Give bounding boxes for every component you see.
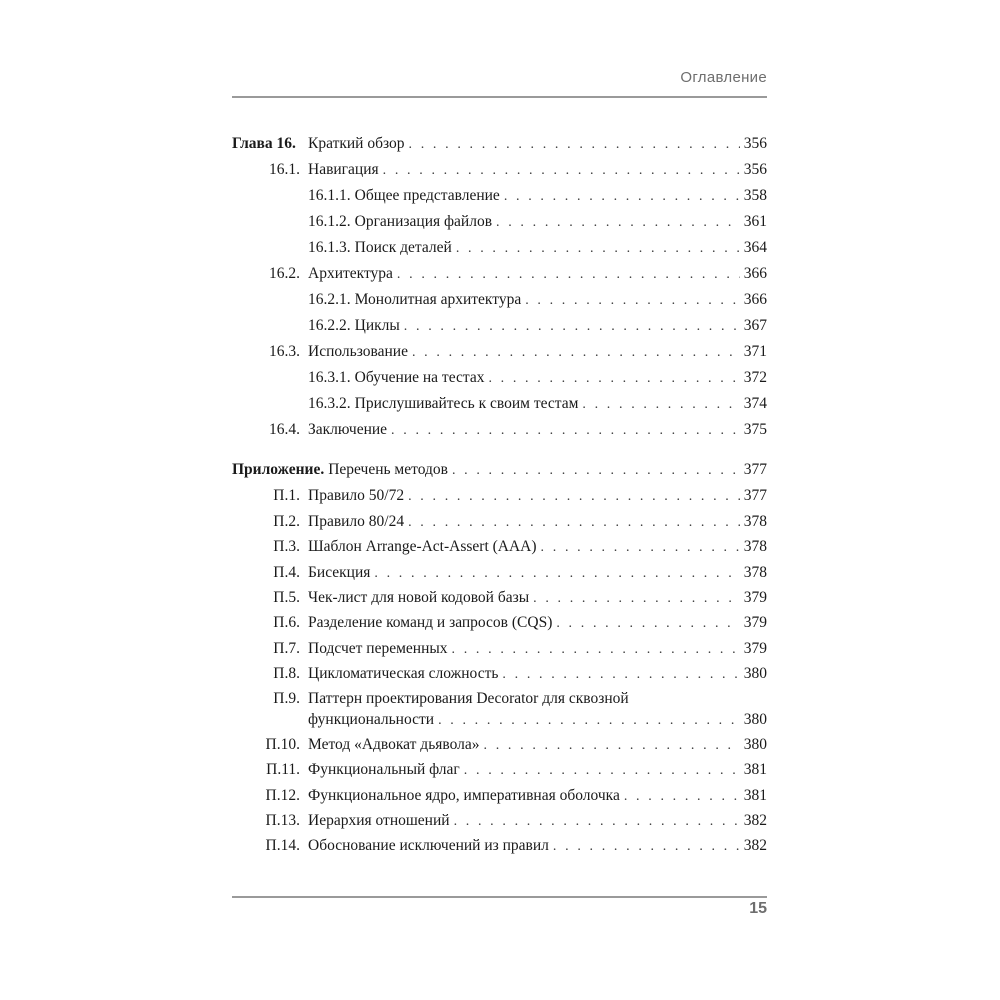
toc-page-number: 381 <box>743 787 767 804</box>
dot-leader <box>408 486 740 507</box>
dot-leader <box>502 664 739 685</box>
toc-section[interactable] <box>232 159 767 181</box>
page-number: 15 <box>749 900 767 917</box>
section-number: 16.3. <box>269 343 300 360</box>
subsection-number: 16.1.1. <box>308 187 351 204</box>
toc-section[interactable] <box>232 419 767 441</box>
toc-page-number: 378 <box>743 538 767 555</box>
toc-entry-title: Обучение на тестах <box>354 369 485 386</box>
toc-page-number: 382 <box>743 812 767 829</box>
toc-page-number: 374 <box>743 395 767 412</box>
toc-subsection[interactable] <box>232 367 767 389</box>
item-number: П.10. <box>265 736 300 753</box>
toc-appendix-item[interactable] <box>232 587 767 609</box>
toc-entry-title: Перечень методов <box>328 461 448 478</box>
section-number: 16.4. <box>269 421 300 438</box>
dot-leader <box>484 735 740 756</box>
dot-leader <box>408 512 740 533</box>
subsection-number: 16.1.3. <box>308 239 351 256</box>
toc-appendix-item[interactable] <box>232 835 767 857</box>
dot-leader <box>525 290 740 311</box>
chapter-label: Глава 16. <box>232 135 296 152</box>
toc-entry-title: Краткий обзор <box>308 135 405 152</box>
dot-leader <box>404 316 740 337</box>
subsection-number: 16.2.1. <box>308 291 351 308</box>
toc-entry-title: Правило 50/72 <box>308 487 405 504</box>
item-number: П.5. <box>273 589 300 606</box>
dot-leader <box>464 760 740 781</box>
toc-entry-title: Иерархия отношений <box>308 812 450 829</box>
toc-subsection[interactable] <box>232 185 767 207</box>
item-number: П.12. <box>265 787 300 804</box>
toc-entry-title-continued: функциональности <box>308 711 435 728</box>
dot-leader <box>374 563 739 584</box>
toc-page-number: 379 <box>743 640 767 657</box>
dot-leader <box>533 588 740 609</box>
dot-leader <box>454 811 740 832</box>
toc-appendix-item[interactable] <box>232 759 767 781</box>
toc-appendix-item[interactable] <box>232 638 767 660</box>
toc-appendix-item[interactable] <box>232 688 767 732</box>
toc-entry-title: Шаблон Arrange-Act-Assert (AAA) <box>308 538 537 555</box>
toc-page-number: 366 <box>743 291 767 308</box>
toc-section[interactable] <box>232 341 767 363</box>
dot-leader <box>541 537 740 558</box>
toc-page-number: 381 <box>743 761 767 778</box>
item-number: П.8. <box>273 665 300 682</box>
toc-subsection[interactable] <box>232 289 767 311</box>
item-number: П.6. <box>273 614 300 631</box>
toc-entry-title: Цикломатическая сложность <box>308 665 499 682</box>
dot-leader <box>624 786 740 807</box>
subsection-number: 16.2.2. <box>308 317 351 334</box>
appendix-label: Приложение. <box>232 461 325 478</box>
toc-entry-title: Подсчет переменных <box>308 640 448 657</box>
toc-entry-title: Правило 80/24 <box>308 513 405 530</box>
toc-entry-title: Обоснование исключений из правил <box>308 837 549 854</box>
subsection-number: 16.3.2. <box>308 395 351 412</box>
toc-subsection[interactable] <box>232 237 767 259</box>
dot-leader <box>412 342 740 363</box>
dot-leader <box>397 264 740 285</box>
toc-entry-title: Заключение <box>308 421 388 438</box>
toc-page-number: 379 <box>743 589 767 606</box>
item-number: П.13. <box>265 812 300 829</box>
toc-page-number: 380 <box>743 711 767 728</box>
running-head: Оглавление <box>680 69 767 86</box>
toc-entry-title: Организация файлов <box>354 213 493 230</box>
toc-appendix-item[interactable] <box>232 785 767 807</box>
toc-page-number: 367 <box>743 317 767 334</box>
dot-leader <box>409 134 740 155</box>
toc-page-number: 356 <box>743 161 767 178</box>
dot-leader <box>556 613 739 634</box>
item-number: П.11. <box>266 761 300 778</box>
item-number: П.2. <box>273 513 300 530</box>
toc-page-number: 377 <box>743 487 767 504</box>
toc-page-number: 382 <box>743 837 767 854</box>
toc-page-number: 358 <box>743 187 767 204</box>
toc-page-number: 356 <box>743 135 767 152</box>
toc-entry-title: Прислушивайтесь к своим тестам <box>354 395 579 412</box>
item-number: П.9. <box>273 690 300 707</box>
toc-subsection[interactable] <box>232 211 767 233</box>
toc-entry-title: Паттерн проектирования Decorator для сквозной <box>308 690 629 707</box>
footer-rule <box>232 896 767 898</box>
dot-leader <box>383 160 740 181</box>
toc-page-number: 371 <box>743 343 767 360</box>
toc-appendix-item[interactable] <box>232 734 767 756</box>
toc-appendix-item[interactable] <box>232 562 767 584</box>
toc-entry-title: Метод «Адвокат дьявола» <box>308 736 480 753</box>
toc-subsection[interactable] <box>232 315 767 337</box>
subsection-number: 16.3.1. <box>308 369 351 386</box>
dot-leader <box>553 836 740 857</box>
toc-appendix-item[interactable] <box>232 810 767 832</box>
item-number: П.4. <box>273 564 300 581</box>
dot-leader <box>452 639 740 660</box>
dot-leader <box>456 238 740 259</box>
dot-leader <box>391 420 740 441</box>
toc-page-number: 378 <box>743 564 767 581</box>
toc-entry-title: Функциональное ядро, императивная оболочка <box>308 787 620 804</box>
toc-appendix-item[interactable] <box>232 485 767 507</box>
toc-appendix-item[interactable] <box>232 511 767 533</box>
item-number: П.14. <box>265 837 300 854</box>
toc-page-number: 377 <box>743 461 767 478</box>
toc-page-number: 361 <box>743 213 767 230</box>
toc-page-number: 364 <box>743 239 767 256</box>
toc-appendix-item[interactable] <box>232 663 767 685</box>
dot-leader <box>438 710 740 731</box>
section-number: 16.2. <box>269 265 300 282</box>
toc-entry-title: Разделение команд и запросов (CQS) <box>308 614 553 631</box>
toc-appendix-item[interactable] <box>232 612 767 634</box>
subsection-number: 16.1.2. <box>308 213 351 230</box>
toc-page-number: 380 <box>743 665 767 682</box>
toc-page-number: 366 <box>743 265 767 282</box>
dot-leader <box>504 186 740 207</box>
toc-page-number: 375 <box>743 421 767 438</box>
toc-appendix[interactable] <box>232 459 767 481</box>
header-rule <box>232 96 767 98</box>
toc-subsection[interactable] <box>232 393 767 415</box>
toc-entry-title: Циклы <box>354 317 400 334</box>
toc-entry-title: Архитектура <box>308 265 393 282</box>
item-number: П.1. <box>273 487 300 504</box>
dot-leader <box>496 212 740 233</box>
toc-entry-title: Поиск деталей <box>354 239 452 256</box>
toc-page-number: 372 <box>743 369 767 386</box>
toc-entry-title: Чек-лист для новой кодовой базы <box>308 589 530 606</box>
toc-entry-title: Использование <box>308 343 408 360</box>
toc-page-number: 379 <box>743 614 767 631</box>
toc-entry-title: Функциональный флаг <box>308 761 460 778</box>
toc-section[interactable] <box>232 263 767 285</box>
toc-page-number: 378 <box>743 513 767 530</box>
item-number: П.3. <box>273 538 300 555</box>
toc-chapter-16[interactable] <box>232 133 767 155</box>
section-number: 16.1. <box>269 161 300 178</box>
toc-entry-title: Бисекция <box>308 564 371 581</box>
toc-entry-title: Монолитная архитектура <box>354 291 522 308</box>
toc-appendix-item[interactable] <box>232 536 767 558</box>
item-number: П.7. <box>273 640 300 657</box>
toc-entry-title: Общее представление <box>354 187 500 204</box>
dot-leader <box>488 368 739 389</box>
dot-leader <box>452 460 740 481</box>
toc-page-number: 380 <box>743 736 767 753</box>
toc-entry-title: Навигация <box>308 161 379 178</box>
dot-leader <box>582 394 739 415</box>
